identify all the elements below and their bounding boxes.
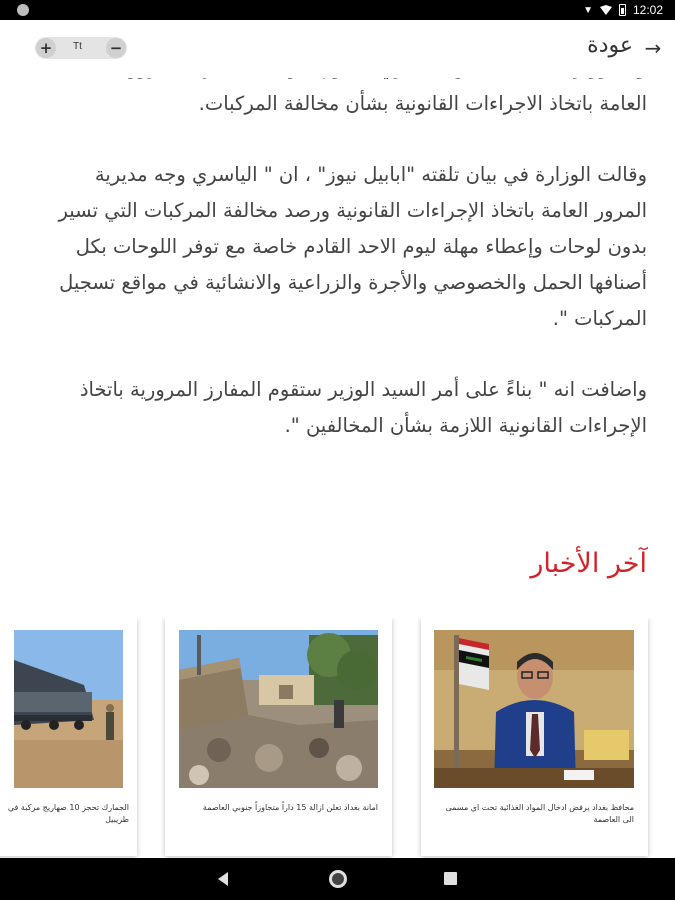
article-paragraph: وقالت الوزارة في بيان تلقته "ابابيل نيوز" ، ان " الياسري وجه مديرية المرور العامة باتخاذ الإجراءات القانونية ورصد مخالفة المركبات التي تسير بدون لوحات وإعطاء مهلة ليوم الاحد القادم خاصة مع توفر اللوحات بكل أصنافها الحمل والخصوصي والأجرة والزراعية والانشائية في مواقع تسجيل المركبات ". xyxy=(58,163,647,330)
news-card-caption[interactable]: محافظ بغداد يرفض ادخال المواد الغذائية تحت اي مسمى الى العاصمة xyxy=(445,803,634,824)
decrease-font-button[interactable]: − xyxy=(106,38,126,58)
wifi-icon xyxy=(600,5,612,15)
news-card[interactable] xyxy=(421,618,648,856)
font-size-control xyxy=(35,37,127,59)
partial-line-2: العامة باتخاذ الاجراءات القانونية بشأن مخالفة المركبات. xyxy=(198,92,647,115)
news-card-image[interactable] xyxy=(179,630,378,788)
status-time: 12:02 xyxy=(632,3,663,17)
status-bar xyxy=(0,0,675,20)
nav-home-icon[interactable] xyxy=(329,870,347,888)
dot-icon xyxy=(17,4,29,16)
news-card[interactable] xyxy=(0,618,137,856)
back-button[interactable]: عودة xyxy=(587,33,633,58)
latest-news-carousel[interactable] xyxy=(0,618,675,858)
status-icons xyxy=(583,0,663,20)
news-card-caption[interactable]: الجمارك تحجز 10 صهاريج مركبة في طريبيل xyxy=(7,803,129,824)
nav-back-icon[interactable] xyxy=(218,872,228,886)
arrow-right-icon[interactable]: → xyxy=(644,36,662,60)
app-header xyxy=(0,20,675,78)
nav-recents-icon[interactable] xyxy=(444,872,457,885)
battery-icon xyxy=(619,4,626,16)
navigation-bar xyxy=(0,858,675,900)
latest-news-title: آخر الأخبار xyxy=(530,548,647,579)
news-card[interactable] xyxy=(165,618,392,856)
news-card-image[interactable] xyxy=(14,630,123,788)
article-body xyxy=(0,58,675,458)
font-size-label: Tt xyxy=(73,41,82,52)
news-card-image[interactable] xyxy=(434,630,634,788)
increase-font-button[interactable]: + xyxy=(36,38,56,58)
article-paragraph: واضافت انه " بناءً على أمر السيد الوزير ستقوم المفارز المرورية باتخاذ الإجراءات القانونية اللازمة بشأن المخالفين ". xyxy=(79,378,647,437)
news-card-caption[interactable]: امانة بغداد تعلن ازالة 15 داراً متجاوزاً جنوبي العاصمة xyxy=(202,803,378,812)
signal-icon: ▼ xyxy=(583,4,593,16)
